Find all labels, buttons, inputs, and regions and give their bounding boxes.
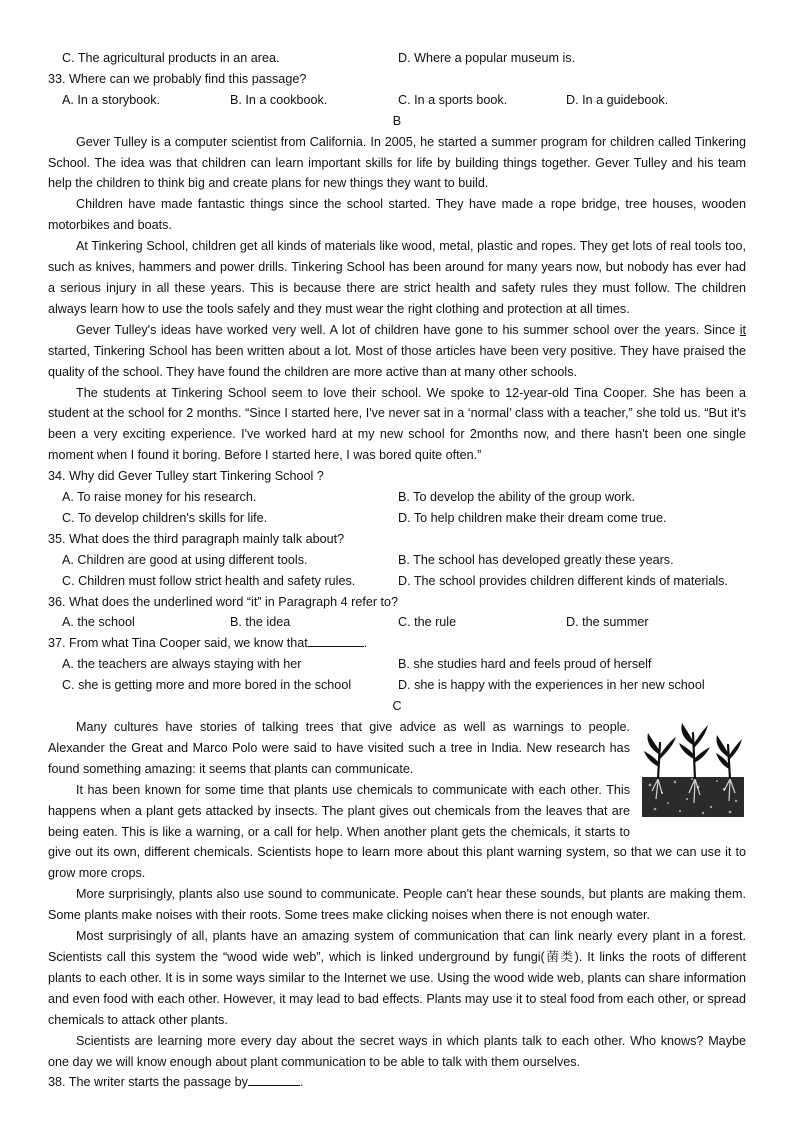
question-38-tail: . — [299, 1075, 304, 1090]
passage-b-paragraph-3: At Tinkering School, children get all kinds of materials like wood, metal, plastic and ropes. They get lots of real tools too, such as knives, hammers and power drills. Tinkering School has been around for many years now, but nobody has ever had a serious injury in all these years. This is because there are strict health and safety rules they must follow. The children always learn how to use the tools safely and they must wear the right clothing and protection at all times. — [48, 239, 746, 316]
option-d[interactable]: D. To help children make their dream come true. — [398, 510, 667, 525]
question-35-options-row-1 — [48, 550, 746, 571]
option-c[interactable]: C. The agricultural products in an area. — [62, 51, 280, 65]
option-d[interactable]: D. The school provides children different kinds of materials. — [398, 573, 728, 588]
question-37-stem — [48, 633, 746, 654]
question-38-stem — [48, 1072, 746, 1093]
option-c[interactable]: C. To develop children's skills for life. — [62, 510, 268, 525]
passage-b-paragraph-5: The students at Tinkering School seem to love their school. We spoke to 12-year-old Tina Cooper. She has been a student at the school for 2 months. “Since I started here, I've never sat in a ‘normal’ class with a teacher,” she told us. “But it's been a very exciting experience. I've worked hard at my new school for 2months now, and there hasn't been one single moment when I found it boring. Before I started here, I was bored quite often.” — [48, 385, 746, 463]
question-35-options-row-2 — [48, 571, 746, 592]
p4-start: Gever Tulley's ideas have worked very well. A lot of children have gone to his summer school over the years. Since — [76, 322, 740, 337]
question-34-stem: 34. Why did Gever Tulley start Tinkering School ? — [48, 469, 324, 484]
answer-blank[interactable] — [248, 1073, 300, 1086]
question-37-tail: . — [363, 636, 368, 651]
option-b[interactable]: B. In a cookbook. — [230, 92, 328, 107]
option-a[interactable]: A. In a storybook. — [62, 92, 161, 107]
passage-b-paragraph-4 — [48, 320, 746, 383]
option-d[interactable]: D. the summer — [566, 615, 649, 630]
passage-c-paragraph-2: It has been known for some time that plants use chemicals to communicate with each other. This happens when a plant gets attacked by insects. The plant gives out chemicals from the leaves that are being eaten. This is like a warning, or a call for help. When another plant gets the chemicals, it starts to give out its own, different chemicals. Scientists hope to learn more about this plant warning system, so that we can use it to grow more crops. — [48, 782, 746, 881]
option-b[interactable]: B. The school has developed greatly these years. — [398, 552, 674, 567]
passage-b-paragraph-1: Gever Tulley is a computer scientist from California. In 2005, he started a summer program for children called Tinkering School. The idea was that children can learn important skills for life by building things together. Gever Tulley and his team help the children to think big and create plans for new things they want to build. — [48, 134, 746, 191]
option-b[interactable]: B. she studies hard and feels proud of herself — [398, 657, 652, 672]
plant-roots-image — [640, 719, 746, 819]
option-d[interactable]: D. she is happy with the experiences in her new school — [398, 678, 705, 693]
exam-page — [48, 48, 746, 1093]
passage-c-paragraph-4: Most surprisingly of all, plants have an amazing system of communication that can link nearly every plant in a forest. Scientists call this system the “wood wide web”, which is linked underground by fungi(菌类). It links the roots of different plants to each other. It is in some ways similar to the Internet we use. Using the wood wide web, plants can share information and even food with each other. However, it may lead to bad effects. Plants may use it to steal food from each other, or spread chemicals to attack other plants. — [48, 929, 746, 1027]
top-options-row — [48, 48, 746, 69]
section-c-label: C — [392, 699, 402, 714]
question-36-options — [48, 612, 746, 633]
option-c[interactable]: C. the rule — [398, 615, 457, 630]
answer-blank[interactable] — [308, 634, 364, 647]
question-37-options-row-2 — [48, 675, 746, 696]
question-34-options-row-2 — [48, 508, 746, 529]
option-c[interactable]: C. Children must follow strict health and safety rules. — [62, 573, 356, 588]
question-34-options-row-1 — [48, 487, 746, 508]
plants-illustration — [640, 719, 746, 819]
option-a[interactable]: A. the teachers are always staying with her — [62, 657, 302, 672]
passage-c-paragraph-5: Scientists are learning more every day about the secret ways in which plants talk to each other. Who knows? Maybe one day we will know enough about plant communication to be able to talk with them ourselves. — [48, 1033, 746, 1069]
question-33-options — [48, 90, 746, 111]
passage-c-paragraph-1: Many cultures have stories of talking trees that give advice as well as warnings to people. Alexander the Great and Marco Polo were said to have visited such a tree in India. New research has found something amazing: it seems that plants can communicate. — [48, 720, 630, 776]
question-36-stem: 36. What does the underlined word “it” in Paragraph 4 refer to? — [48, 594, 399, 609]
section-b-label: B — [392, 113, 402, 128]
passage-b-paragraph-2: Children have made fantastic things since the school started. They have made a rope bridge, tree houses, wooden motorbikes and boats. — [48, 197, 746, 233]
question-35-stem: 35. What does the third paragraph mainly talk about? — [48, 531, 345, 546]
option-d[interactable]: D. In a guidebook. — [566, 92, 669, 107]
option-a[interactable]: A. To raise money for his research. — [62, 490, 257, 505]
option-a[interactable]: A. Children are good at using different tools. — [62, 552, 308, 567]
p4-rest: started, Tinkering School has been written about a lot. Most of those articles have been very positive. They have praised the quality of the school. They have found the children are more active than at many other schools. — [48, 343, 746, 379]
question-37-text: 37. From what Tina Cooper said, we know that — [48, 636, 308, 651]
option-c[interactable]: C. In a sports book. — [398, 92, 508, 107]
underlined-word-it: it — [739, 322, 746, 337]
question-33-stem: 33. Where can we probably find this passage? — [48, 71, 307, 86]
question-38-text: 38. The writer starts the passage by — [48, 1075, 248, 1090]
option-a[interactable]: A. the school — [62, 615, 135, 630]
option-b[interactable]: B. the idea — [230, 615, 291, 630]
option-c[interactable]: C. she is getting more and more bored in the school — [62, 678, 352, 693]
option-d[interactable]: D. Where a popular museum is. — [398, 51, 576, 65]
question-37-options-row-1 — [48, 654, 746, 675]
passage-c-paragraph-3: More surprisingly, plants also use sound to communicate. People can't hear these sounds, but plants are making them. Some plants make noises with their roots. Some trees make clicking noises when there is not enough water. — [48, 887, 746, 923]
option-b[interactable]: B. To develop the ability of the group work. — [398, 490, 636, 505]
